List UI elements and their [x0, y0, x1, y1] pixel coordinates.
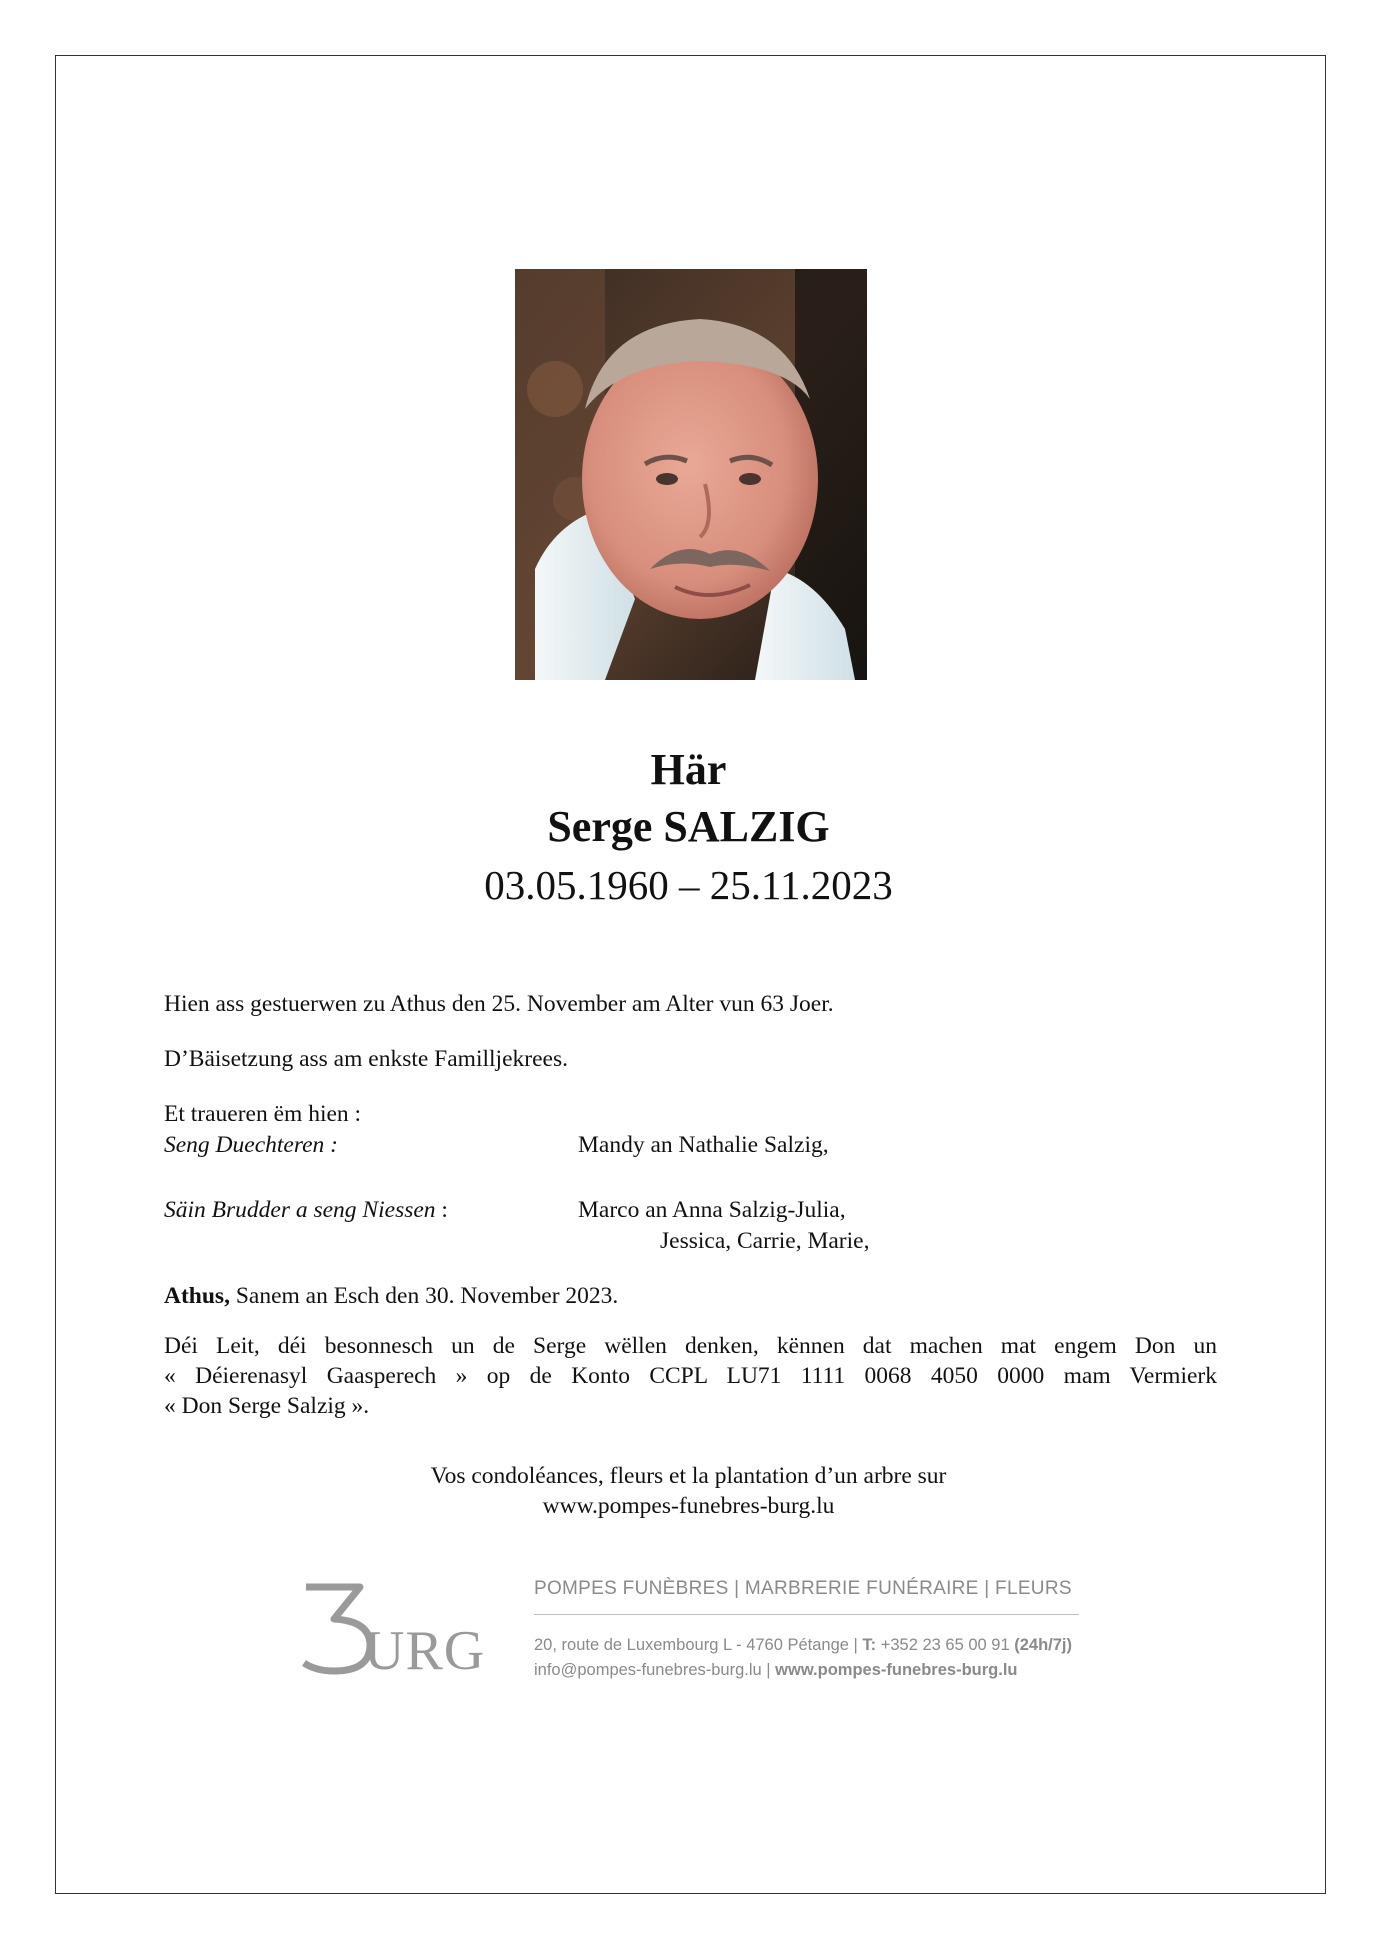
mourner-relation-daughters: Seng Duechteren : [164, 1132, 339, 1158]
death-announcement: Hien ass gestuerwen zu Athus den 25. November am Alter vun 63 Joer. [164, 991, 834, 1017]
footer-divider [534, 1614, 1079, 1615]
donation-line-2: « Déierenasyl Gaasperech » op de Konto CCPL LU71 1111 0068 4050 0000 mam Vermierk [164, 1363, 1217, 1389]
mourner-names-brother: Marco an Anna Salzig-Julia, [578, 1197, 846, 1223]
footer-address: 20, route de Luxembourg L - 4760 Pétange | [534, 1636, 863, 1654]
mourner-names-daughters: Mandy an Nathalie Salzig, [578, 1132, 829, 1158]
svg-text:URG: URG [364, 1620, 486, 1675]
portrait-photo [515, 269, 867, 680]
deceased-name: Serge SALZIG [547, 802, 830, 851]
burial-notice: D’Bäisetzung ass am enkste Familljekrees. [164, 1046, 568, 1072]
burg-logo [298, 1575, 488, 1675]
life-dates: 03.05.1960 – 25.11.2023 [484, 862, 893, 908]
footer-contact-line [534, 1661, 1017, 1680]
footer-address-line [534, 1636, 1072, 1655]
mourner-relation-brother [164, 1195, 448, 1225]
place-bold: Athus, [164, 1283, 230, 1309]
portrait-image [515, 269, 867, 680]
honorific-title: Här [650, 745, 727, 794]
footer-email[interactable]: info@pompes-funebres-burg.lu | [534, 1661, 776, 1679]
footer-phone-hours: (24h/7j) [1014, 1636, 1073, 1654]
footer-phone: +352 23 65 00 91 [876, 1636, 1015, 1654]
mourners-intro: Et traueren ëm hien : [164, 1101, 362, 1127]
place-and-date [164, 1281, 618, 1311]
donation-line-1: Déi Leit, déi besonnesch un de Serge wëllen denken, kënnen dat machen mat engem Don un [164, 1333, 1217, 1359]
condolences-line: Vos condoléances, fleurs et la plantation d’un arbre sur [430, 1463, 947, 1489]
donation-request [164, 1331, 1217, 1421]
condolences-url[interactable]: www.pompes-funebres-burg.lu [542, 1493, 835, 1519]
mourner-relation-brother-label: Säin Brudder a seng Niessen [164, 1197, 436, 1223]
footer-phone-label: T: [862, 1636, 877, 1654]
mourner-names-nieces: Jessica, Carrie, Marie, [660, 1228, 870, 1254]
footer-services: POMPES FUNÈBRES | MARBRERIE FUNÉRAIRE | FLEURS [534, 1578, 1072, 1599]
donation-line-3: « Don Serge Salzig ». [164, 1393, 370, 1419]
place-rest: Sanem an Esch den 30. November 2023. [229, 1283, 619, 1309]
footer-website[interactable]: www.pompes-funebres-burg.lu [775, 1661, 1018, 1679]
mourner-relation-brother-colon: : [435, 1197, 448, 1223]
